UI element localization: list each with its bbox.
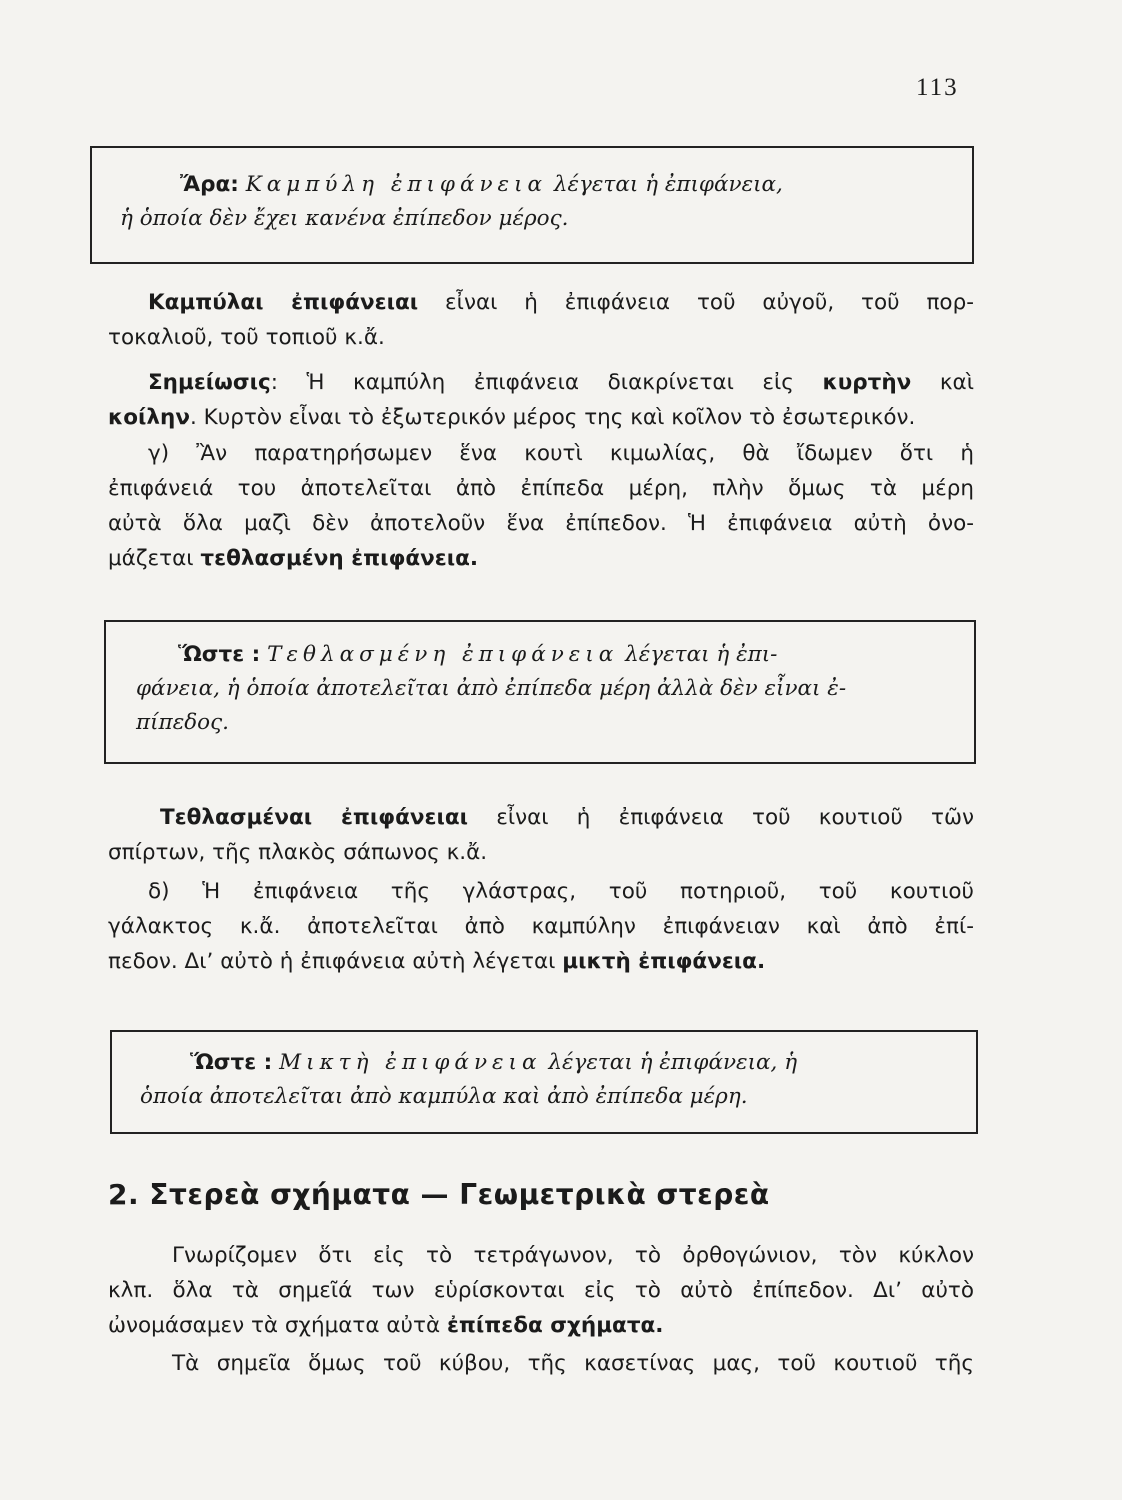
paragraph-text: Τὰ σημεῖα ὅμως τοῦ κύβου, τῆς κασετίνας μας, τοῦ κουτιοῦ τῆς	[172, 1351, 974, 1376]
box-text: φάνεια, ἡ ὁποία ἀποτελεῖται ἀπὸ ἐπίπεδα μέρη ἀλλὰ δὲν εἶναι ἐ-	[136, 676, 847, 701]
paragraph-delta	[108, 874, 974, 979]
paragraph-text: κλπ. ὅλα τὰ σημεῖά των εὑρίσκονται εἰς τὸ αὐτὸ ἐπίπεδον. Διʼ αὐτὸ	[108, 1278, 974, 1303]
paragraph-text: εἶναι ἡ ἐπιφάνεια τοῦ αὐγοῦ, τοῦ πορ-	[418, 290, 974, 315]
paragraph-text: μάζεται	[108, 546, 201, 571]
bold-term: μικτὴ ἐπιφάνεια.	[562, 949, 766, 974]
bold-term: κοίλην	[108, 405, 190, 430]
note-text: καὶ	[911, 370, 974, 395]
paragraph-gamma	[108, 436, 974, 576]
note-text: . Κυρτὸν εἶναι τὸ ἐξωτερικόν μέρος της καὶ κοῖλον τὸ ἐσωτερικόν.	[189, 405, 916, 430]
bold-term: τεθλασμένη ἐπιφάνεια.	[200, 546, 479, 571]
paragraph-text: πεδον. Διʼ αὐτὸ ἡ ἐπιφάνεια αὐτὴ λέγεται	[108, 949, 563, 974]
definition-box-broken	[104, 620, 976, 764]
page-number: 113	[916, 74, 959, 101]
bold-term: Τεθλασμέναι ἐπιφάνειαι	[160, 805, 469, 830]
paragraph-text: σπίρτων, τῆς πλακὸς σάπωνος κ.ἄ.	[108, 840, 488, 865]
paragraph-text: ἐπιφάνειά του ἀποτελεῖται ἀπὸ ἐπίπεδα μέρη, πλὴν ὅμως τὰ μέρη	[108, 476, 974, 501]
paragraph-plane-figures	[108, 1238, 974, 1343]
bold-term: κυρτὴν	[822, 370, 912, 395]
paragraph-solids	[108, 1346, 974, 1381]
paragraph-text: εἶναι ἡ ἐπιφάνεια τοῦ κουτιοῦ τῶν	[468, 805, 974, 830]
definition-box-mixed	[110, 1030, 978, 1134]
paragraph-text: αὐτὰ ὅλα μαζὶ δὲν ἀποτελοῦν ἕνα ἐπίπεδον. Ἡ ἐπιφάνεια αὐτὴ ὀνο-	[108, 511, 974, 536]
paragraph-text: γάλακτος κ.ἄ. ἀποτελεῖται ἀπὸ καμπύλην ἐπιφάνειαν καὶ ἀπὸ ἐπί-	[108, 914, 974, 939]
section-heading: 2. Στερεὰ σχήματα — Γεωμετρικὰ στερεὰ	[108, 1178, 770, 1211]
note-label: Σημείωσις	[148, 370, 271, 395]
note-text: : Ἡ καμπύλη ἐπιφάνεια διακρίνεται εἰς	[270, 370, 823, 395]
paragraph-text: τοκαλιοῦ, τοῦ τοπιοῦ κ.ἄ.	[108, 325, 385, 350]
paragraph-text: ὠνομάσαμεν τὰ σχήματα αὐτὰ	[108, 1313, 447, 1338]
box-text: λέγεται ἡ ἐπιφάνεια,	[547, 172, 783, 197]
box-term: Τεθλασμένη ἐπιφάνεια	[267, 642, 619, 667]
box-text: πίπεδος.	[136, 710, 229, 735]
paragraph-broken-examples	[108, 800, 974, 870]
note-paragraph	[108, 365, 974, 435]
bold-term: ἐπίπεδα σχήματα.	[446, 1313, 664, 1338]
bold-term: Καμπύλαι ἐπιφάνειαι	[148, 290, 419, 315]
box-term: Μικτὴ ἐπιφάνεια	[279, 1050, 542, 1075]
box-lead: Ὥστε :	[190, 1050, 273, 1075]
box-text: ἡ ὁποία δὲν ἔχει κανένα ἐπίπεδον μέρος.	[120, 206, 569, 231]
paragraph-text: δ) Ἡ ἐπιφάνεια τῆς γλάστρας, τοῦ ποτηριοῦ, τοῦ κουτιοῦ	[148, 879, 974, 904]
box-lead: Ὥστε :	[178, 642, 261, 667]
box-text: ὁποία ἀποτελεῖται ἀπὸ καμπύλα καὶ ἀπὸ ἐπίπεδα μέρη.	[140, 1084, 748, 1109]
box-term: Καμπύλη ἐπιφάνεια	[245, 172, 548, 197]
box-text: λέγεται ἡ ἐπιφάνεια, ἡ	[541, 1050, 798, 1075]
paragraph-text: γ) Ἂν παρατηρήσωμεν ἕνα κουτὶ κιμωλίας, θὰ ἴδωμεν ὅτι ἡ	[148, 441, 974, 466]
paragraph-curved-examples	[108, 285, 974, 355]
paragraph-text: Γνωρίζομεν ὅτι εἰς τὸ τετράγωνον, τὸ ὀρθογώνιον, τὸν κύκλον	[172, 1243, 974, 1268]
box-text: λέγεται ἡ ἐπι-	[618, 642, 778, 667]
definition-box-curved	[90, 146, 974, 264]
box-lead: Ἄρα:	[180, 172, 239, 197]
